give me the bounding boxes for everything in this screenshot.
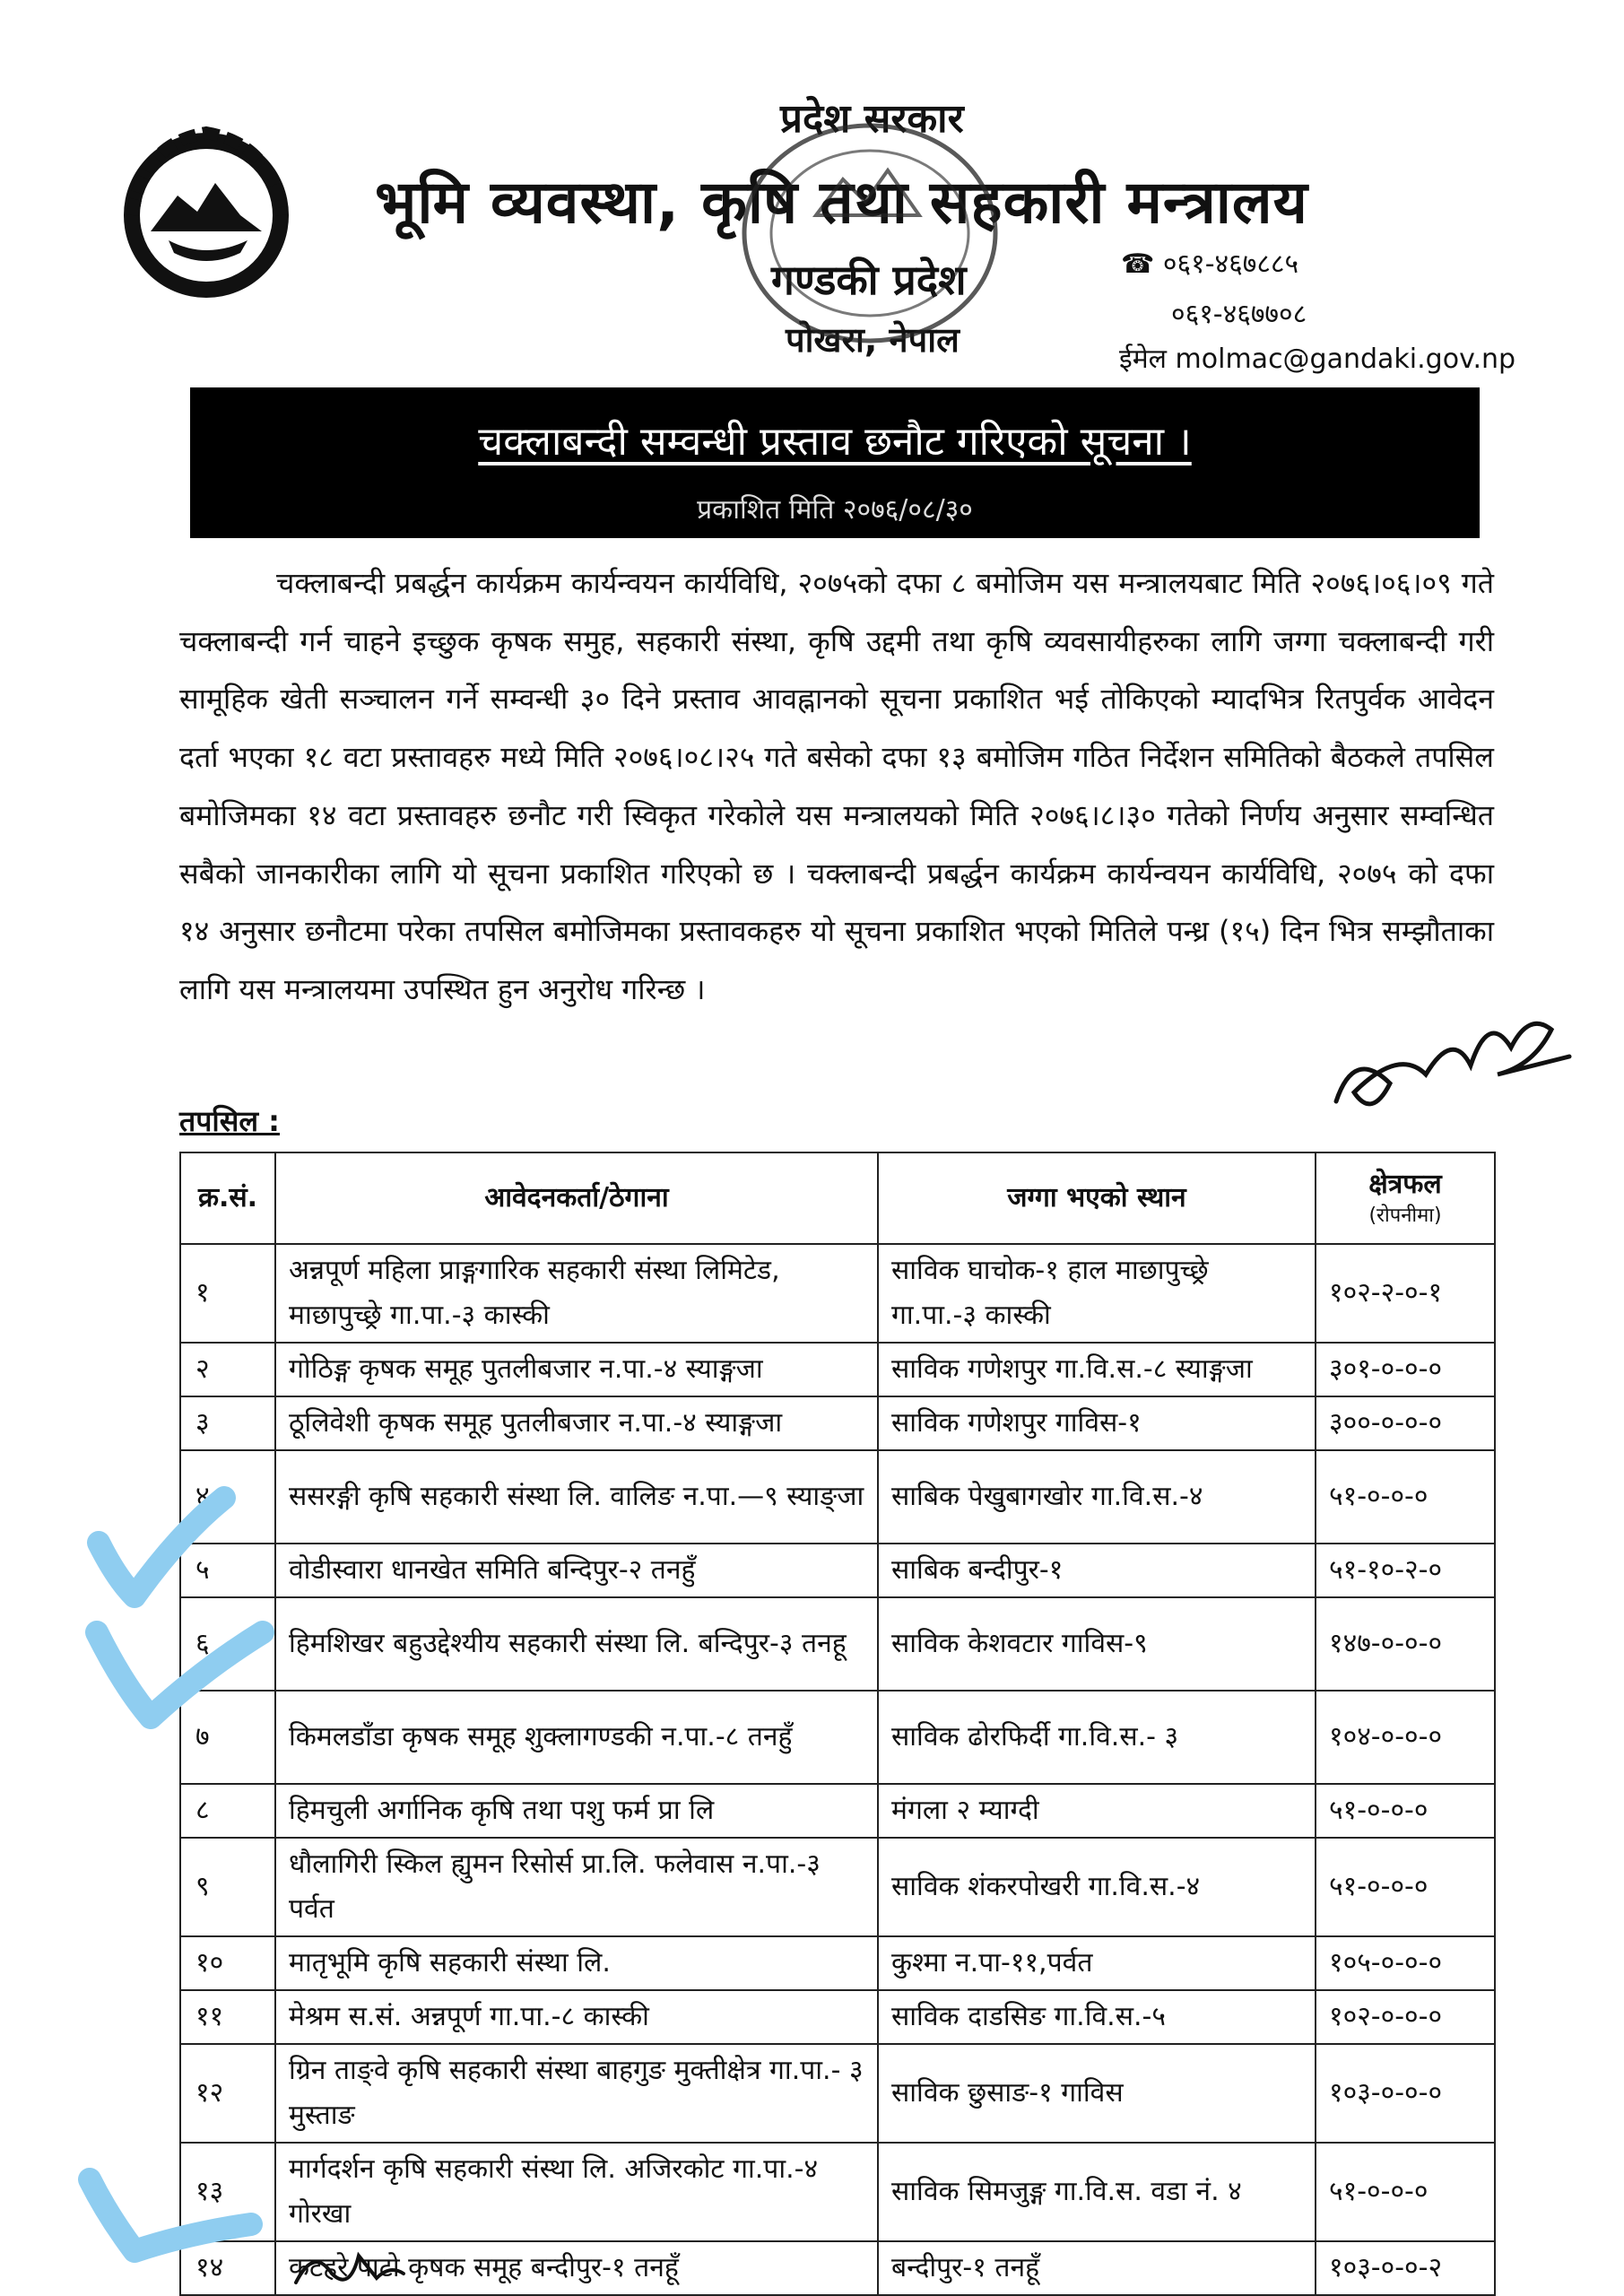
cell-location: मंगला २ म्याग्दी (878, 1784, 1316, 1838)
table-row (180, 2044, 1495, 2143)
cell-area: १४७-०-०-० (1316, 1597, 1495, 1691)
cell-location: बन्दीपुर-१ तनहूँ (878, 2241, 1316, 2295)
email-address: ईमेल molmac@gandaki.gov.np (1119, 344, 1516, 375)
selected-proposals-table (179, 1152, 1496, 2296)
cell-area: ५१-१०-२-० (1316, 1544, 1495, 1597)
signature-mark (1318, 994, 1578, 1128)
table-row (180, 1597, 1495, 1691)
phone-number-1: ☎ ०६१-४६७८८५ (1121, 248, 1299, 280)
cell-location: कुश्मा न.पा-११,पर्वत (878, 1936, 1316, 1990)
cell-applicant: मेश्रम स.सं. अन्नपूर्ण गा.पा.-८ कास्की (275, 1990, 878, 2044)
cell-location: साबिक पेखुबागखोर गा.वि.स.-४ (878, 1450, 1316, 1544)
table-row (180, 1784, 1495, 1838)
cell-applicant: वोडीस्वारा धानखेत समिति बन्दिपुर-२ तनहुँ (275, 1544, 878, 1597)
office-stamp-seal (708, 99, 1031, 368)
cell-serial-number: ६ (180, 1597, 275, 1691)
table-row (180, 1244, 1495, 1343)
cell-location: साविक ढोरफिर्दी गा.वि.स.- ३ (878, 1691, 1316, 1784)
table-row (180, 1396, 1495, 1450)
cell-serial-number: ४ (180, 1450, 275, 1544)
table-row (180, 1691, 1495, 1784)
cell-applicant: गोठिङ्ग कृषक समूह पुतलीबजार न.पा.-४ स्याङ्गजा (275, 1343, 878, 1396)
cell-serial-number: १० (180, 1936, 275, 1990)
table-row (180, 1343, 1495, 1396)
header-land-location: जग्गा भएको स्थान (878, 1152, 1316, 1244)
cell-area: ५१-०-०-० (1316, 1784, 1495, 1838)
province-heading: गण्डकी प्रदेश (771, 256, 967, 304)
cell-serial-number: १२ (180, 2044, 275, 2143)
table-header-row (180, 1152, 1495, 1244)
cell-area: ५१-०-०-० (1316, 2143, 1495, 2241)
cell-area: ३०१-०-०-० (1316, 1343, 1495, 1396)
cell-location: साविक गणेशपुर गा.वि.स.-८ स्याङ्गजा (878, 1343, 1316, 1396)
header-area-unit: (रोपनीमा) (1368, 1205, 1442, 1227)
cell-serial-number: १ (180, 1244, 275, 1343)
cell-location: साविक शंकरपोखरी गा.वि.स.-४ (878, 1838, 1316, 1936)
cell-serial-number: ९ (180, 1838, 275, 1936)
cell-area: १०२-२-०-१ (1316, 1244, 1495, 1343)
cell-applicant: धौलागिरी स्किल ह्युमन रिसोर्स प्रा.लि. फलेवास न.पा.-३ पर्वत (275, 1838, 878, 1936)
header-area (1316, 1152, 1495, 1244)
checkmark-annotation-icon (79, 1596, 276, 1740)
cell-applicant: कटहरे पाटो कृषक समूह बन्दीपुर-१ तनहूँ (275, 2241, 878, 2295)
cell-location: साविक दाडसिङ गा.वि.स.-५ (878, 1990, 1316, 2044)
government-heading: प्रदेश सरकार (780, 96, 964, 142)
cell-applicant: मातृभूमि कृषि सहकारी संस्था लि. (275, 1936, 878, 1990)
cell-location: साविक गणेशपुर गाविस-१ (878, 1396, 1316, 1450)
cell-serial-number: ३ (180, 1396, 275, 1450)
phone-number-2: ०६१-४६७७०८ (1171, 299, 1307, 330)
header-serial-number: क्र.सं. (180, 1152, 275, 1244)
table-row (180, 2143, 1495, 2241)
cell-applicant: हिमशिखर बहुउद्देश्यीय सहकारी संस्था लि. बन्दिपुर-३ तनहू (275, 1597, 878, 1691)
cell-applicant: अन्नपूर्ण महिला प्राङ्गगारिक सहकारी संस्था लिमिटेड, माछापुच्छ्रे गा.पा.-३ कास्की (275, 1244, 878, 1343)
header-applicant-address: आवेदनकर्ता/ठेगाना (275, 1152, 878, 1244)
checkmark-annotation-icon (72, 2152, 269, 2278)
cell-location: साविक छुसाङ-१ गाविस (878, 2044, 1316, 2143)
cell-serial-number: २ (180, 1343, 275, 1396)
cell-location: साविक केशवटार गाविस-९ (878, 1597, 1316, 1691)
cell-serial-number: १३ (180, 2143, 275, 2241)
cell-applicant: किमलडाँडा कृषक समूह शुक्लागण्डकी न.पा.-८ तनहुँ (275, 1691, 878, 1784)
notice-banner (190, 387, 1480, 538)
cell-location: साबिक बन्दीपुर-१ (878, 1544, 1316, 1597)
header-area-label: क्षेत्रफल (1368, 1169, 1442, 1200)
cell-location: साविक सिमजुङ्ग गा.वि.स. वडा नं. ४ (878, 2143, 1316, 2241)
cell-area: १०३-०-०-० (1316, 2044, 1495, 2143)
cell-applicant: ससरङ्गी कृषि सहकारी संस्था लि. वालिङ न.पा.—९ स्याङ्जा (275, 1450, 878, 1544)
nepal-emblem-logo (115, 126, 299, 305)
ministry-heading: भूमि व्यवस्था, कृषि तथा सहकारी मन्त्रालय (375, 168, 1308, 237)
table-row (180, 1990, 1495, 2044)
published-date: प्रकाशित मिति २०७६/०८/३० (697, 494, 973, 526)
city-heading: पोखरा, नेपाल (786, 320, 960, 360)
cell-area: ५१-०-०-० (1316, 1450, 1495, 1544)
table-row (180, 1838, 1495, 1936)
table-row (180, 1936, 1495, 1990)
table-row (180, 1544, 1495, 1597)
cell-applicant: ग्रिन ताङ्वे कृषि सहकारी संस्था बाहगुङ मुक्तीक्षेत्र गा.पा.- ३ मुस्ताङ (275, 2044, 878, 2143)
initials-scribble (287, 2238, 413, 2292)
cell-area: १०२-०-०-० (1316, 1990, 1495, 2044)
cell-serial-number: ८ (180, 1784, 275, 1838)
cell-serial-number: १४ (180, 2241, 275, 2295)
cell-serial-number: ५ (180, 1544, 275, 1597)
cell-area: १०३-०-०-२ (1316, 2241, 1495, 2295)
table-row (180, 1450, 1495, 1544)
notice-body: चक्लाबन्दी प्रबर्द्धन कार्यक्रम कार्यन्वयन कार्यविधि, २०७५को दफा ८ बमोजिम यस मन्त्रालयबाट मिति २०७६।०६।०९ गते चक्लाबन्दी गर्न चाहने इच्छुक कृषक समुह, सहकारी संस्था, कृषि उद्दमी तथा कृषि व्यवसायीहरुका लागि जग्गा चक्लाबन्दी गरी सामूहिक खेती सञ्चालन गर्ने सम्वन्धी ३० दिने प्रस्ताव आवह्नानको सूचना प्रकाशित भई तोकिएको म्यादभित्र रितपुर्वक आवेदन दर्ता भएका १८ वटा प्रस्तावहरु मध्ये मिति २०७६।०८।२५ गते बसेको दफा १३ बमोजिम गठित निर्देशन समितिको बैठकले तपसिल बमोजिमका १४ वटा प्रस्तावहरु छनौट गरी स्विकृत गरेकोले यस मन्त्रालयको मिति २०७६।८।३० गतेको निर्णय अनुसार सम्वन्धित सबैको जानकारीका लागि यो सूचना प्रकाशित गरिएको छ । चक्लाबन्दी प्रबर्द्धन कार्यक्रम कार्यन्वयन कार्यविधि, २०७५ को दफा १४ अनुसार छनौटमा परेका तपसिल बमोजिमका प्रस्तावकहरु यो सूचना प्रकाशित भएको मितिले पन्ध्र (१५) दिन भित्र सम्झौताका लागि यस मन्त्रालयमा उपस्थित हुन अनुरोध गरिन्छ । (179, 566, 1494, 1006)
cell-area: ३००-०-०-० (1316, 1396, 1495, 1450)
cell-location: साविक घाचोक-१ हाल माछापुच्छ्रे गा.पा.-३ कास्की (878, 1244, 1316, 1343)
cell-area: १०४-०-०-० (1316, 1691, 1495, 1784)
cell-serial-number: ७ (180, 1691, 275, 1784)
cell-area: ५१-०-०-० (1316, 1838, 1495, 1936)
cell-applicant: ठूलिवेशी कृषक समूह पुतलीबजार न.पा.-४ स्याङ्गजा (275, 1396, 878, 1450)
schedule-label: तपसिल : (179, 1104, 280, 1138)
notice-title: चक्लाबन्दी सम्वन्धी प्रस्ताव छनौट गरिएको सूचना । (478, 419, 1192, 465)
cell-area: १०५-०-०-० (1316, 1936, 1495, 1990)
cell-serial-number: ११ (180, 1990, 275, 2044)
cell-applicant: हिमचुली अर्गानिक कृषि तथा पशु फर्म प्रा लि (275, 1784, 878, 1838)
cell-applicant: मार्गदर्शन कृषि सहकारी संस्था लि. अजिरकोट गा.पा.-४ गोरखा (275, 2143, 878, 2241)
